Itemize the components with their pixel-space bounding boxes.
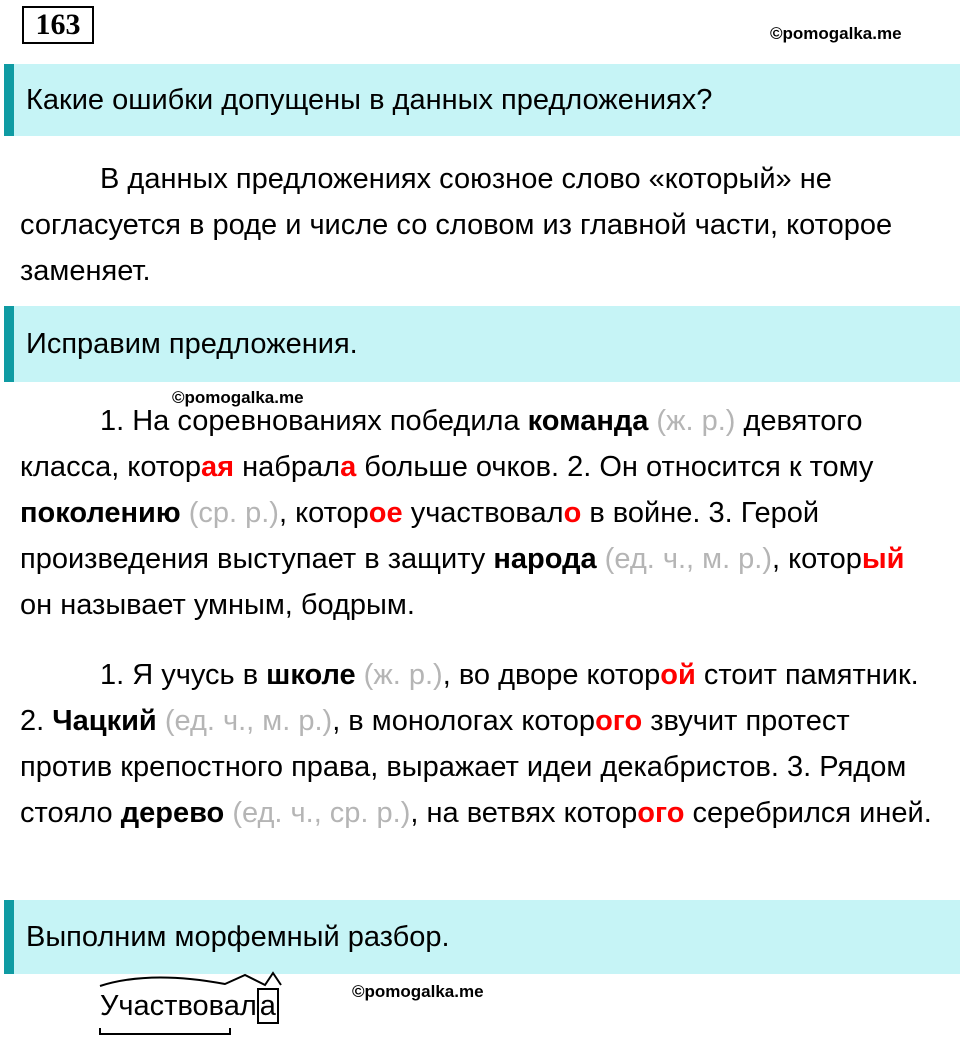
text: , котор bbox=[278, 497, 369, 529]
text: , во дворе котор bbox=[442, 659, 661, 691]
answer-paragraph bbox=[20, 156, 940, 294]
watermark-top: ©pomogalka.me bbox=[770, 24, 902, 43]
grammar-note: (ж. р.) bbox=[355, 659, 443, 691]
section-title: Выполним морфемный разбор. bbox=[26, 920, 450, 953]
section-fix bbox=[4, 306, 960, 382]
morpheme-stem: Участвовал bbox=[100, 990, 257, 1022]
grammar-note: (ж. р.) bbox=[648, 405, 736, 437]
corrected-ending: ого bbox=[637, 797, 685, 829]
section-morpheme bbox=[4, 900, 960, 974]
corrected-paragraph-2 bbox=[20, 652, 940, 836]
section-title: Какие ошибки допущены в данных предложениях? bbox=[26, 83, 713, 116]
text: больше очков. 2. Он относится к тому bbox=[356, 451, 874, 483]
keyword: Чацкий bbox=[52, 705, 157, 737]
keyword: дерево bbox=[120, 797, 225, 829]
answer-text: В данных предложениях союзное слово «который» не согласуется в роде и числе со словом из главной части, которое заменяет. bbox=[20, 163, 893, 287]
keyword: поколению bbox=[20, 497, 181, 529]
text: , на ветвях котор bbox=[410, 797, 638, 829]
keyword: народа bbox=[493, 543, 597, 575]
keyword: команда bbox=[527, 405, 649, 437]
text: 1. На соревнованиях победила bbox=[100, 405, 528, 437]
grammar-note: (ср. р.) bbox=[180, 497, 279, 529]
text: звучит протест против крепостного права, выражает идеи декабристов. 3. Рядом стояло bbox=[20, 705, 907, 829]
corrected-paragraph-1 bbox=[20, 398, 940, 628]
grammar-note: (ед. ч., м. р.) bbox=[156, 705, 333, 737]
section-title: Исправим предложения. bbox=[26, 327, 358, 360]
text: стоит памятник. 2. bbox=[20, 659, 919, 737]
corrected-ending: ого bbox=[595, 705, 643, 737]
section-errors bbox=[4, 64, 960, 136]
text: , котор bbox=[772, 543, 862, 575]
text: девятого класса, котор bbox=[20, 405, 863, 483]
morpheme-ending: а bbox=[257, 988, 279, 1024]
text: серебрился иней. bbox=[684, 797, 932, 829]
corrected-ending: а bbox=[340, 451, 357, 483]
text: 1. Я учусь в bbox=[100, 659, 267, 691]
text: набрал bbox=[234, 451, 341, 483]
corrected-ending: ое bbox=[368, 497, 403, 529]
grammar-note: (ед. ч., м. р.) bbox=[596, 543, 773, 575]
morpheme-marks-icon bbox=[100, 970, 290, 1030]
grammar-note: (ед. ч., ср. р.) bbox=[224, 797, 411, 829]
watermark-bottom: ©pomogalka.me bbox=[352, 982, 484, 1001]
text: в войне. 3. Герой произведения выступает в защиту bbox=[20, 497, 820, 575]
task-number: 163 bbox=[22, 6, 94, 44]
text: участвовал bbox=[402, 497, 564, 529]
morpheme-analysis bbox=[100, 990, 279, 1023]
watermark-mid: ©pomogalka.me bbox=[172, 388, 304, 407]
text: он называет умным, бодрым. bbox=[20, 589, 415, 621]
keyword: школе bbox=[266, 659, 356, 691]
text: , в монологах котор bbox=[332, 705, 596, 737]
corrected-ending: ая bbox=[201, 451, 235, 483]
corrected-ending: ый bbox=[861, 543, 905, 575]
corrected-ending: ой bbox=[660, 659, 696, 691]
corrected-ending: о bbox=[563, 497, 582, 529]
